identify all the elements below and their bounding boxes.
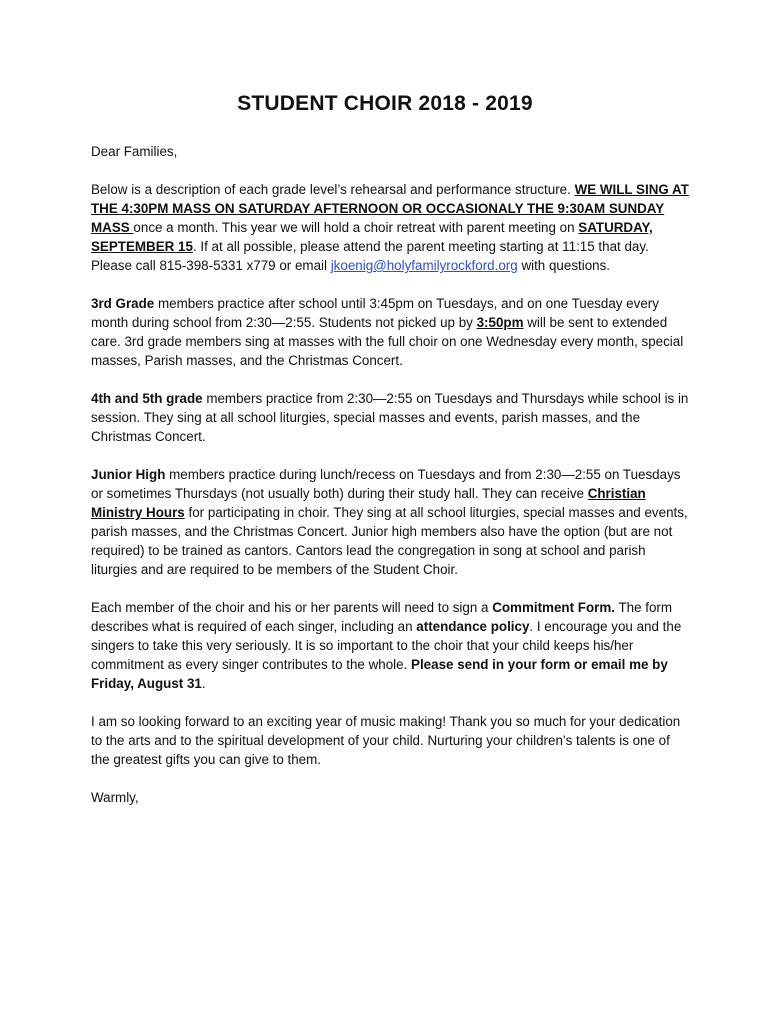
grade45-paragraph	[91, 389, 691, 446]
signoff: Warmly,	[91, 790, 139, 805]
junior-high-paragraph	[91, 465, 691, 579]
closing-paragraph: I am so looking forward to an exciting year of music making! Thank you so much for your dedication to the arts and to the spiritual development of your child. Nurturing your children’s talents is one of the greatest gifts you can give to them.	[91, 714, 681, 767]
pickup-time: 3:50pm	[476, 315, 524, 330]
commitment-text: . I encourage you and the singers to take this very seriously. It is so important to the choir that your child keeps his/her commitment as every singer contributes to the whole.	[91, 619, 682, 672]
commitment-text: The form describes what is required of each singer, including an	[91, 600, 673, 634]
attendance-policy: attendance policy	[416, 619, 530, 634]
junior-high-text: for participating in choir. They sing at all school liturgies, special masses and events, parish masses, and the Christmas Concert. Junior high members also have the option (but are not required) to be trained as cantors. Cantors lead the congregation in song at school and parish liturgies and are required to be members of the Student Choir.	[91, 505, 688, 577]
mass-schedule-notice: WE WILL SING AT THE 4:30PM MASS ON SATURDAY AFTERNOON OR OCCASIONALY THE 9:30AM SUNDAY MASS	[91, 182, 689, 235]
salutation: Dear Families,	[91, 144, 178, 159]
grade3-label: 3rd Grade	[91, 296, 155, 311]
intro-text: with questions.	[517, 258, 611, 273]
grade3-paragraph	[91, 294, 691, 370]
meeting-date: SATURDAY, SEPTEMBER 15	[91, 220, 653, 254]
junior-high-text: members practice during lunch/recess on Tuesdays and from 2:30—2:55 on Tuesdays or sometimes Thursdays (not usually both) during their study hall. They can receive	[91, 467, 681, 501]
commitment-paragraph	[91, 598, 691, 693]
grade3-text: will be sent to extended care. 3rd grade members sing at masses with the full choir on one Wednesday every month, special masses, Parish masses, and the Christmas Concert.	[91, 315, 684, 368]
intro-text: Below is a description of each grade level’s rehearsal and performance structure.	[91, 182, 575, 197]
grade45-text: members practice from 2:30—2:55 on Tuesdays and Thursdays while school is in session. They sing at all school liturgies, special masses and events, parish masses, and the Christmas Concert.	[91, 391, 689, 444]
email-link[interactable]: jkoenig@holyfamilyrockford.org	[330, 258, 518, 273]
junior-high-label: Junior High	[91, 467, 166, 482]
letter-body	[91, 142, 691, 826]
intro-text: once a month. This year we will hold a choir retreat with parent meeting on	[133, 220, 579, 235]
commitment-form: Commitment Form.	[492, 600, 615, 615]
ministry-hours: Christian Ministry Hours	[91, 486, 646, 520]
commitment-text: Each member of the choir and his or her parents will need to sign a	[91, 600, 493, 615]
grade45-label: 4th and 5th grade	[91, 391, 203, 406]
form-deadline: Please send in your form or email me by Friday, August 31	[91, 657, 668, 691]
page-title: STUDENT CHOIR 2018 - 2019	[237, 92, 533, 115]
grade3-text: members practice after school until 3:45pm on Tuesdays, and on one Tuesday every month during school from 2:30—2:55. Students not picked up by	[91, 296, 659, 330]
commitment-text: .	[201, 676, 206, 691]
intro-text: . If at all possible, please attend the parent meeting starting at 11:15 that day. Please call 815-398-5331 x779 or email	[91, 239, 649, 273]
intro-paragraph	[91, 180, 691, 275]
